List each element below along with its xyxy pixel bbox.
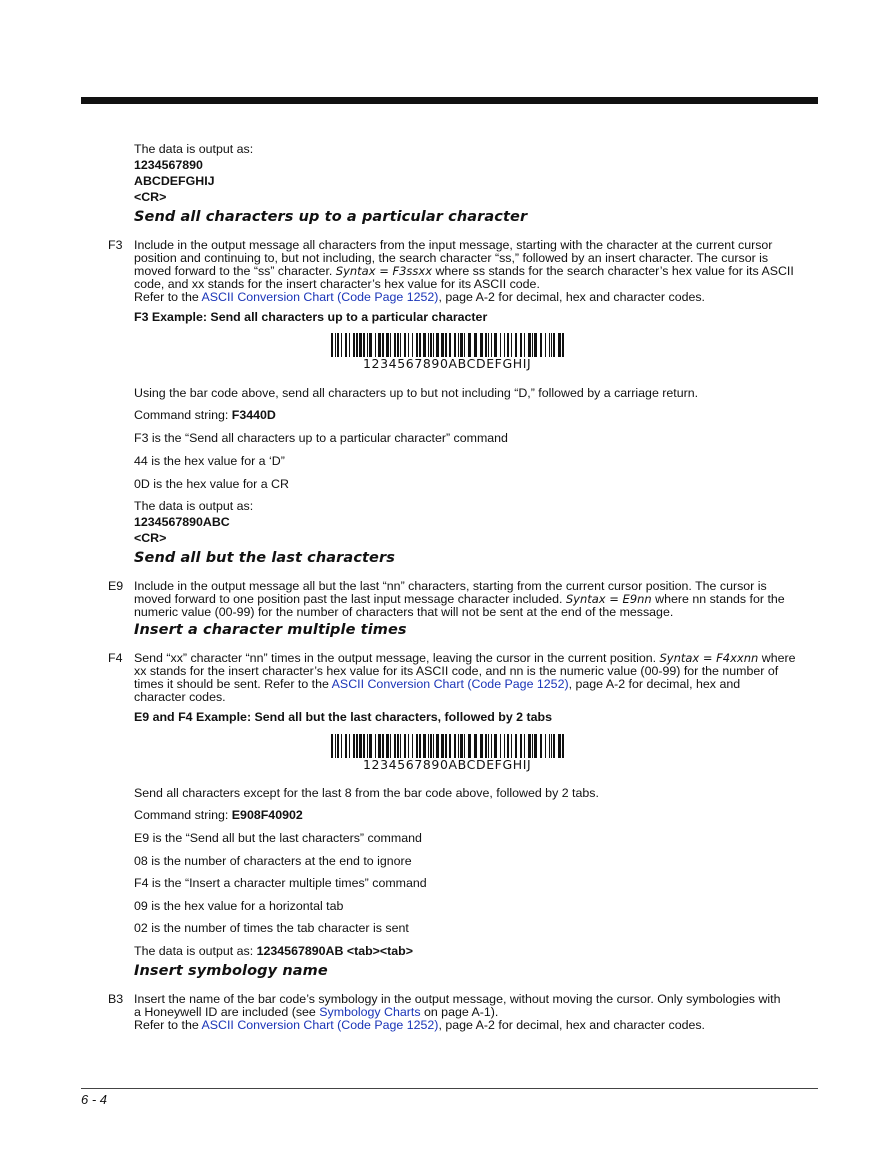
description-line: times it should be sent. Refer to the ASCII Conversion Chart (Code Page 1252), page A-2 for decimal, hex and: [134, 677, 741, 691]
description-line: character codes.: [134, 690, 226, 704]
description-line: xx stands for the insert character’s hex value for its ASCII code, and nn is the numeric value (00-99) for the number of: [134, 664, 779, 678]
command-code-f3: F3: [108, 238, 123, 252]
section-heading-f4: Insert a character multiple times: [134, 622, 407, 638]
description-line: position and continuing to, but not including, the search character “ss,” followed by an insert character. The cursor is: [134, 251, 769, 265]
description-line: Include in the output message all characters from the input message, starting with the character at the current cursor: [134, 238, 773, 252]
output-line: ABCDEFGHIJ: [134, 174, 215, 188]
description-line: Insert the name of the bar code’s symbology in the output message, without moving the cursor. Only symbologies with: [134, 992, 781, 1006]
syntax-text: Syntax = E9nn: [565, 592, 652, 606]
command-string: Command string: E908F40902: [134, 808, 303, 822]
explain-line: 44 is the hex value for a ‘D”: [134, 454, 285, 468]
section-heading-b3: Insert symbology name: [134, 963, 328, 979]
barcode-e9f4-text: 1234567890ABCDEFGHIJ: [363, 757, 532, 772]
footer-rule: [81, 1088, 818, 1089]
description-line: Send “xx” character “nn” times in the output message, leaving the cursor in the current position. Syntax = F4xxnn where: [134, 651, 796, 665]
example-title-f3: F3 Example: Send all characters up to a particular character: [134, 310, 488, 324]
output-line-inline: The data is output as: 1234567890AB <tab><tab>: [134, 944, 413, 958]
description-line: Refer to the ASCII Conversion Chart (Code Page 1252), page A-2 for decimal, hex and character codes.: [134, 290, 706, 304]
explain-line: F3 is the “Send all characters up to a particular character” command: [134, 431, 508, 445]
explain-line: 09 is the hex value for a horizontal tab: [134, 899, 344, 913]
ascii-chart-link[interactable]: ASCII Conversion Chart (Code Page 1252): [201, 290, 439, 304]
output-line: <CR>: [134, 190, 167, 204]
description-line: moved forward to one position past the last input message character included. Syntax = E9nn where nn stands for the: [134, 592, 785, 606]
header-rule: [81, 97, 818, 104]
explain-line: 02 is the number of times the tab character is sent: [134, 921, 409, 935]
command-code-e9: E9: [108, 579, 124, 593]
symbology-charts-link[interactable]: Symbology Charts: [319, 1005, 421, 1019]
explain-line: 0D is the hex value for a CR: [134, 477, 289, 491]
description-line: Include in the output message all but the last “nn” characters, starting from the current cursor position. The cursor is: [134, 579, 767, 593]
section-heading-f3: Send all characters up to a particular character: [134, 209, 528, 225]
command-string: Command string: F3440D: [134, 408, 276, 422]
description-line: numeric value (00-99) for the number of characters that will not be sent at the end of the message.: [134, 605, 674, 619]
ascii-chart-link[interactable]: ASCII Conversion Chart (Code Page 1252): [201, 1018, 439, 1032]
ascii-chart-link[interactable]: ASCII Conversion Chart (Code Page 1252): [331, 677, 569, 691]
description-line: code, and xx stands for the insert character’s hex value for its ASCII code.: [134, 277, 540, 291]
explain-line: F4 is the “Insert a character multiple times” command: [134, 876, 427, 890]
using-text: Using the bar code above, send all characters up to but not including “D,” followed by a carriage return.: [134, 386, 699, 400]
barcode-e9f4: [331, 734, 564, 758]
command-code-b3: B3: [108, 992, 124, 1006]
output-line: <CR>: [134, 531, 167, 545]
example-title-e9f4: E9 and F4 Example: Send all but the last characters, followed by 2 tabs: [134, 710, 552, 724]
explain-line: 08 is the number of characters at the end to ignore: [134, 854, 412, 868]
description-line: a Honeywell ID are included (see Symbology Charts on page A-1).: [134, 1005, 499, 1019]
syntax-text: Syntax = F4xxnn: [659, 651, 759, 665]
using-text: Send all characters except for the last 8 from the bar code above, followed by 2 tabs.: [134, 786, 599, 800]
output-label-1: The data is output as:: [134, 142, 254, 156]
barcode-f3-text: 1234567890ABCDEFGHIJ: [363, 356, 532, 371]
section-heading-e9: Send all but the last characters: [134, 550, 395, 566]
description-line: Refer to the ASCII Conversion Chart (Code Page 1252), page A-2 for decimal, hex and character codes.: [134, 1018, 706, 1032]
syntax-text: Syntax = F3ssxx: [335, 264, 433, 278]
output-line: 1234567890ABC: [134, 515, 230, 529]
command-code-f4: F4: [108, 651, 123, 665]
description-line: moved forward to the “ss” character. Syntax = F3ssxx where ss stands for the search character’s hex value for its ASCII: [134, 264, 794, 278]
page-number: 6 - 4: [81, 1092, 108, 1107]
output-label-2: The data is output as:: [134, 499, 254, 513]
output-line: 1234567890: [134, 158, 203, 172]
explain-line: E9 is the “Send all but the last characters” command: [134, 831, 422, 845]
barcode-f3: [331, 333, 564, 357]
